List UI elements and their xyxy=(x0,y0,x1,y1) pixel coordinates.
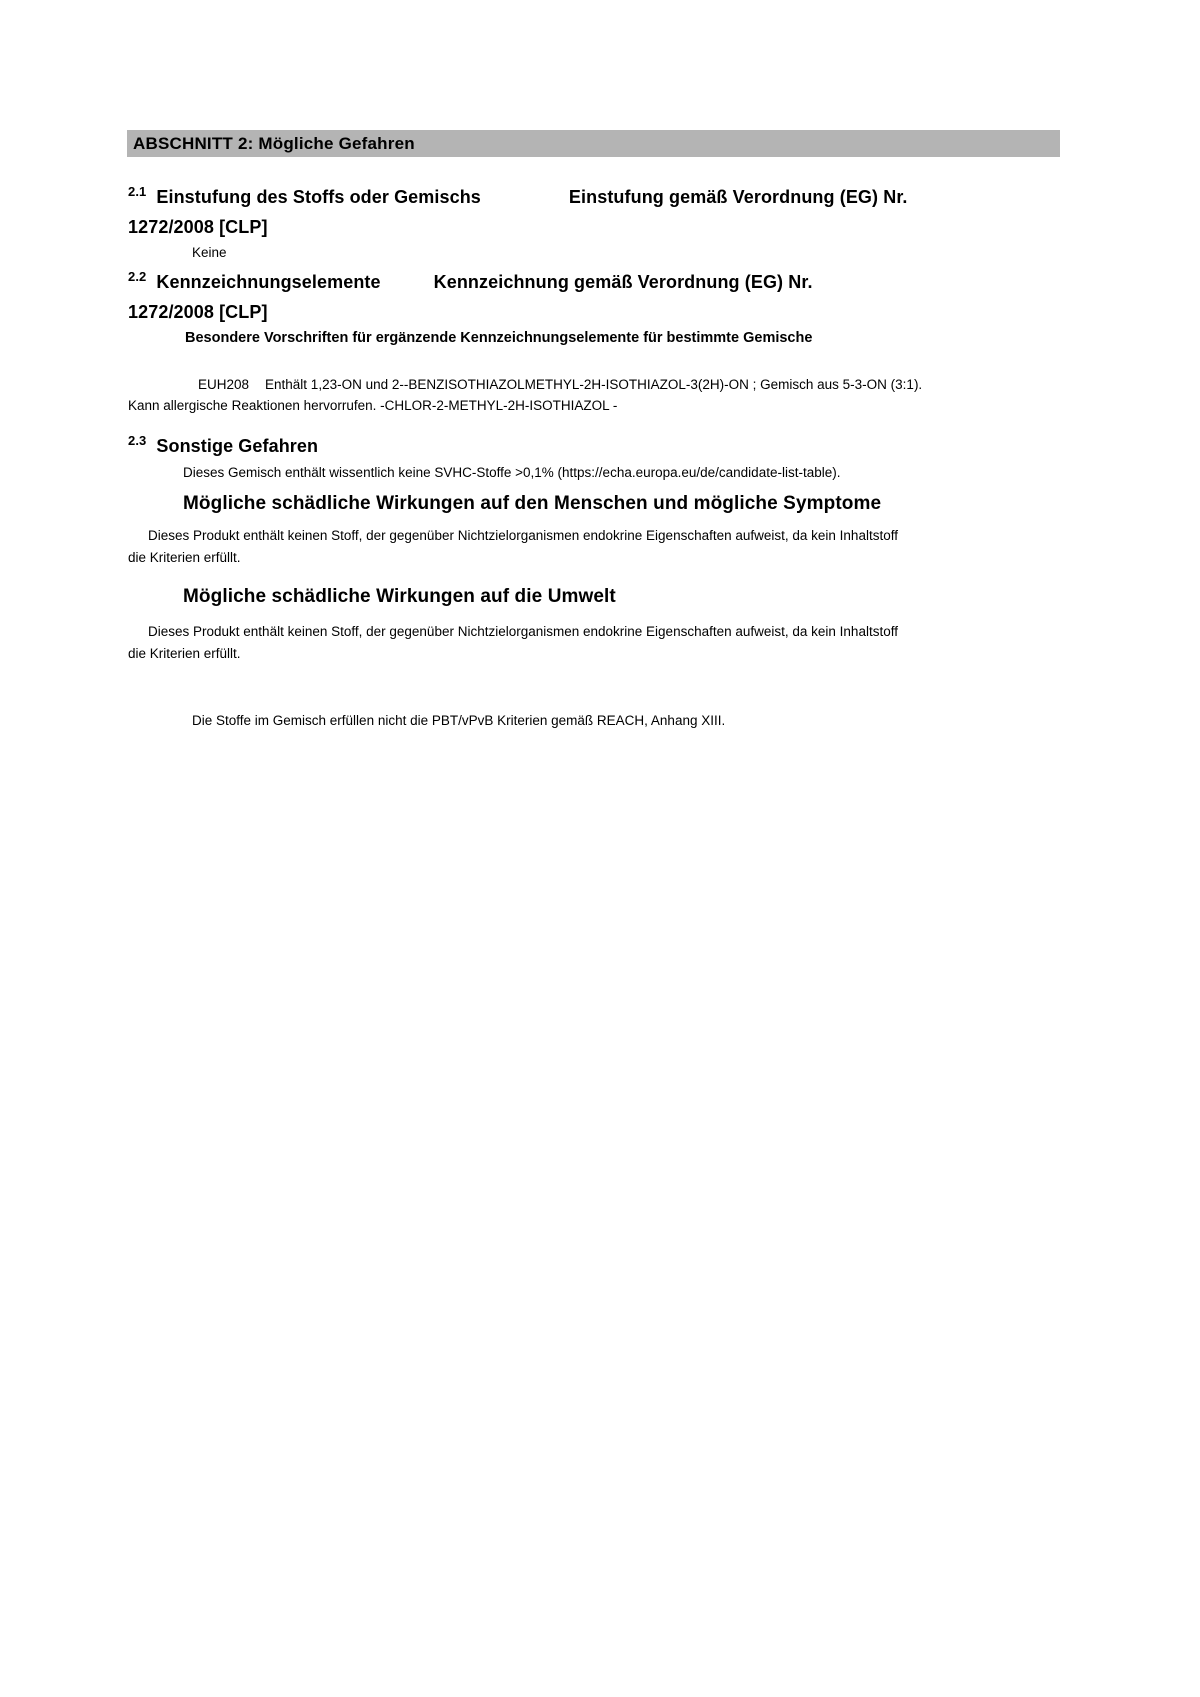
special-provisions-subheading: Besondere Vorschriften für ergänzende Kennzeichnungselemente für bestimmte Gemische xyxy=(185,330,813,346)
euh-text: Enthält 1,23-ON und 2--BENZISOTHIAZOLMETHYL-2H-ISOTHIAZOL-3(2H)-ON ; Gemisch aus 5-3-ON (3:1). xyxy=(265,377,923,392)
section-2-2-right-title: Kennzeichnung gemäß Verordnung (EG) Nr. xyxy=(433,272,813,292)
section-2-1-wrap-line: 1272/2008 [CLP] xyxy=(128,217,268,237)
heading-spacer xyxy=(381,287,434,288)
human-effects-heading: Mögliche schädliche Wirkungen auf den Menschen und mögliche Symptome xyxy=(183,493,882,514)
euh-code: EUH208 xyxy=(198,377,250,392)
environment-effects-paragraph xyxy=(128,621,1090,664)
heading-spacer xyxy=(481,202,569,203)
pbt-statement: Die Stoffe im Gemisch erfüllen nicht die PBT/vPvB Kriterien gemäß REACH, Anhang XIII. xyxy=(192,713,726,728)
section-2-2-number: 2.2 xyxy=(128,269,147,284)
section-2-2-title: Kennzeichnungselemente xyxy=(156,272,381,292)
environment-effects-line2: die Kriterien erfüllt. xyxy=(128,645,241,661)
section-2-3-number: 2.3 xyxy=(128,433,147,448)
section-2-1-number: 2.1 xyxy=(128,184,147,199)
human-effects-line1: Dieses Produkt enthält keinen Stoff, der gegenüber Nichtzielorganismen endokrine Eigenschaften aufweist, da kein Inhaltstoff xyxy=(148,528,898,543)
svhc-statement: Dieses Gemisch enthält wissentlich keine SVHC-Stoffe >0,1% (https://echa.europa.eu/de/candidate-list-table). xyxy=(183,465,841,480)
section-2-1-title: Einstufung des Stoffs oder Gemischs xyxy=(156,187,481,207)
section-2-1-right-title: Einstufung gemäß Verordnung (EG) Nr. xyxy=(568,187,908,207)
classification-value: Keine xyxy=(192,245,227,260)
environment-effects-heading: Mögliche schädliche Wirkungen auf die Umwelt xyxy=(183,586,616,607)
section-header-title: ABSCHNITT 2: Mögliche Gefahren xyxy=(133,134,415,153)
section-header-bar xyxy=(127,130,1060,157)
euh-statement-line2: Kann allergische Reaktionen hervorrufen. -CHLOR-2-METHYL-2H-ISOTHIAZOL - xyxy=(128,398,618,413)
section-2-2-heading xyxy=(128,268,1090,326)
euh-statement-line1 xyxy=(198,377,922,392)
section-2-3-title: Sonstige Gefahren xyxy=(156,436,319,456)
environment-effects-line1: Dieses Produkt enthält keinen Stoff, der gegenüber Nichtzielorganismen endokrine Eigenschaften aufweist, da kein Inhaltstoff xyxy=(148,624,898,639)
euh-statement xyxy=(128,374,1090,416)
human-effects-paragraph xyxy=(128,525,1090,568)
human-effects-line2: die Kriterien erfüllt. xyxy=(128,549,241,565)
section-2-2-wrap-line: 1272/2008 [CLP] xyxy=(128,302,268,322)
page-content xyxy=(128,183,1090,730)
section-2-1-heading xyxy=(128,183,1090,241)
section-2-3-heading xyxy=(128,432,1090,462)
